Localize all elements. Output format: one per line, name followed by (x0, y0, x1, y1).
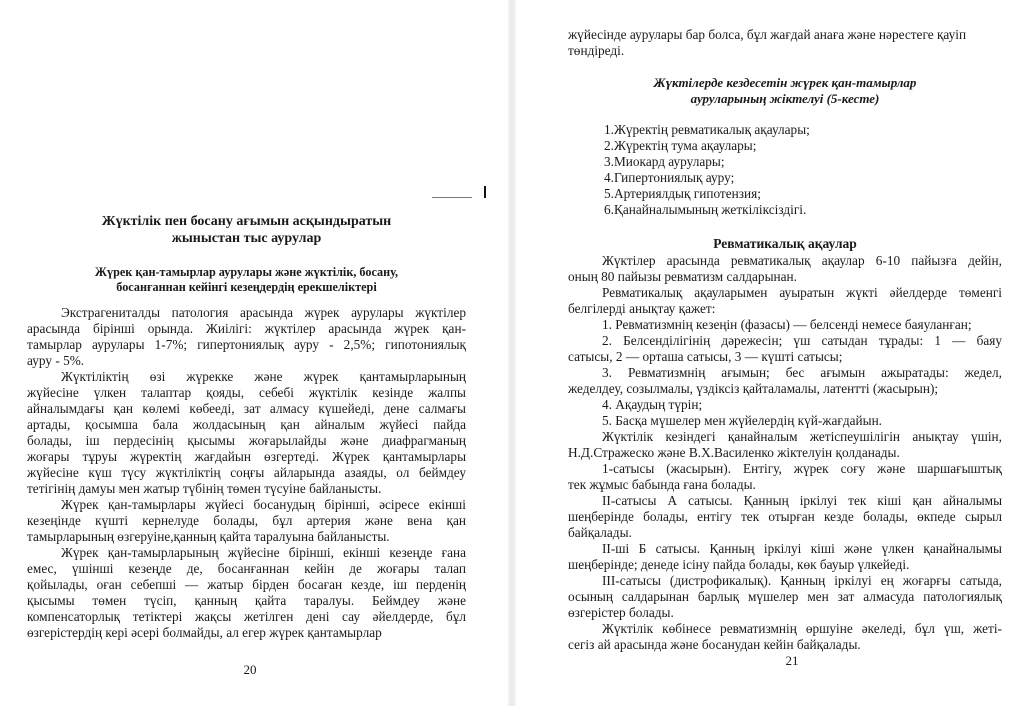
paragraph (568, 621, 1002, 653)
paragraph (568, 253, 1002, 285)
section-heading: Ревматикалық ақаулар (713, 236, 857, 251)
text-line: Жүктілік көбінесе ревматизмнің өршуіне әкеледі, бұл үш, жеті- (602, 621, 1002, 636)
text-line: тамырларының өзгеруіне,қанның қайта таралуына байланысты. (27, 529, 390, 544)
paragraph (568, 365, 1002, 397)
text-line: Экстрагениталды патология арасында жүрек аурулары жүктілер (61, 305, 466, 320)
text-line: Ревматикалық ақауларымен ауыратын жүкті әйелдерде төменгі (602, 285, 1002, 300)
text-line: емес, үшінші кезеңде де, босанғаннан кейін де жоғары талап (27, 561, 466, 576)
text-line: 4. Ақаудың түрін; (602, 397, 703, 412)
paragraph (568, 461, 1002, 493)
page-number: 20 (243, 662, 257, 677)
text-line: өзгерістердің кері әсері болмайды, ал егер жүрек қантамырлар (27, 625, 382, 640)
text-line: белгілерді анықтау қажет: (568, 301, 716, 316)
text-line: шеңберінде болады, ентігу тек отырған кезде болады, өкпеде сырыл (568, 509, 1002, 524)
paragraph (27, 305, 466, 369)
text-line: кезеңінде күшті кернелуде болады, бұл артерия және вена қан (27, 513, 466, 528)
list-item: 5.Артериялдық гипотензия; (604, 186, 761, 201)
text-line: жоғары тұруы жүректің жағдайын өзгертеді. Жүрек қантамырлары (27, 449, 466, 464)
text-line: осының салдарынан барлық мүшелер мен зат алмасуда патологиялық (568, 589, 1002, 604)
text-line: айналымдағы қан көлемі көбееді, зат алмасу күшейеді, дене салмағы (27, 401, 466, 416)
section-subtitle: босанғаннан кейінгі кезеңдердің ерекшеліктері (116, 280, 377, 294)
scan-mark (484, 186, 486, 198)
text-line: Жүктілік кезіндегі қанайналым жетіспеушілігін анықтау үшін, (602, 429, 1002, 444)
text-line: сегіз ай арасында және босанудан кейін байқалады. (568, 637, 861, 652)
text-line: ІІ-ші Б сатысы. Қанның іркілуі кіші және үлкен қанайналымы (602, 541, 1002, 556)
classification-list (604, 122, 1002, 218)
text-line: шеңберінде; денеде ісіну пайда болады, көк бауыр үлкейеді. (568, 557, 910, 572)
list-item: 4.Гипертониялық ауру; (604, 170, 735, 185)
text-line: 2. Белсенділігінің дәрежесін; үш сатыдан тұрады: 1 — баяу (602, 333, 1002, 348)
text-line: арасында бірінші орында. Жиілігі: жүктілер арасында жүрек қан- (27, 321, 466, 336)
paragraph (27, 497, 466, 545)
text-line: тетігінің дамуы мен жатыр түбінің төмен түсуіне байланысты. (27, 481, 382, 496)
list-item: 3.Миокард аурулары; (604, 154, 725, 169)
paragraph (568, 397, 1002, 413)
chapter-title: Жүктілік пен босану ағымын асқындыратын (101, 214, 392, 229)
list-item: 1.Жүректің ревматикалық ақаулары; (604, 122, 810, 137)
text-line: тамырлар аурулары 1-7%; гипертониялық ауру - 2,5%; гипотониялық (27, 337, 466, 352)
text-line: компенсаторлық тетіктері жақсы жетілген дені сау әйелдерде, бұл (27, 609, 466, 624)
text-line: жеделдеу, созылмалы, үздіксіз қайталамалы, латентті (жасырын); (568, 381, 939, 396)
right-body-text (568, 253, 1002, 653)
paragraph (27, 369, 466, 497)
text-line: жүйесіне күш түсу жүктіліктің соңғы айларында азаяды, ол беймдеу (27, 465, 466, 480)
list-item: 2.Жүректің тума ақаулары; (604, 138, 757, 153)
scan-mark (432, 197, 472, 198)
text-line: артады, қосымша бала жолдасының қан айналым жүйесі пайда (27, 417, 466, 432)
text-line: 1-сатысы (жасырын). Ентігу, жүрек соғу және шаршағыштық (602, 461, 1002, 476)
table-title: ауруларының жіктелуі (5-кесте) (690, 91, 880, 106)
text-line: ауру - 5%. (27, 353, 85, 368)
text-line: 3. Ревматизмнің ағымын; бес ағымын ажыратады: жедел, (602, 365, 1002, 380)
text-line: оның 80 пайызы ревматизм салдарынан. (568, 269, 797, 284)
list-item: 6.Қанайналымының жеткіліксіздігі. (604, 202, 807, 217)
continued-text (568, 27, 1002, 59)
text-line: Жүктілер арасында ревматикалық ақаулар 6-10 пайызға дейін, (602, 253, 1002, 268)
text-line: ІІІ-сатысы (дистрофикалық). Қанның іркілуі ең жоғарғы сатыда, (602, 573, 1002, 588)
paragraph (27, 545, 466, 641)
chapter-title: жыныстан тыс аурулар (171, 231, 322, 246)
text-line: ІІ-сатысы А сатысы. Қанның іркілуі тек кіші қан айналымы (602, 493, 1002, 508)
left-body-text (27, 305, 466, 641)
text-line: болады, іш пердесінің қысымы жоғарылайды және диафрагманың (27, 433, 466, 448)
text-line: қойылады, оған себепші — жатыр бірден босаған кезде, іш перденің (27, 577, 466, 592)
paragraph (568, 573, 1002, 621)
text-line: 5. Басқа мүшелер мен жүйелердің күй-жағдайын. (602, 413, 883, 428)
text-line: өзгерістер болады. (568, 605, 674, 620)
text-line: жүйесіне үлкен талаптар қояды, себебі жүктілік кезінде жалпы (27, 385, 466, 400)
paragraph (568, 333, 1002, 365)
text-line: тек жұмыс бабында ғана болады. (568, 477, 756, 492)
section-subtitle: Жүрек қан-тамырлар аурулары және жүктілік, босану, (94, 265, 399, 279)
text-line: Н.Д.Стражеско және В.Х.Василенко жіктелуін қолданады. (568, 445, 900, 460)
text-line: жүйесінде аурулары бар болса, бұл жағдай анаға және нәрестеге қауіп (568, 27, 967, 42)
text-line: Жүктіліктің өзі жүрекке және жүрек қантамырларының (61, 369, 466, 384)
text-line: төндіреді. (568, 43, 625, 58)
paragraph (568, 493, 1002, 541)
text-line: 1. Ревматизмнің кезеңін (фазасы) — белсенді немесе баяуланған; (602, 317, 972, 332)
text-line: сатысы, 2 — орташа сатысы, 3 — күшті сатысы; (568, 349, 843, 364)
table-title: Жүктілерде кездесетін жүрек қан-тамырлар (653, 75, 917, 90)
text-line: қысымы төмен түсіп, қанның қайта таралуы. Беймдеу және (27, 593, 466, 608)
paragraph (568, 413, 1002, 429)
text-line: Жүрек қан-тамырлары жүйесі босанудың бірінші, әсіресе екінші (61, 497, 466, 512)
paragraph (568, 541, 1002, 573)
paragraph (568, 429, 1002, 461)
paragraph (568, 317, 1002, 333)
text-line: Жүрек қан-тамырларының жүйесіне бірінші, екінші кезеңде ғана (61, 545, 466, 560)
paragraph (568, 285, 1002, 317)
right-page (516, 0, 1024, 706)
page-number: 21 (785, 653, 799, 668)
text-line: байқалады. (568, 525, 632, 540)
